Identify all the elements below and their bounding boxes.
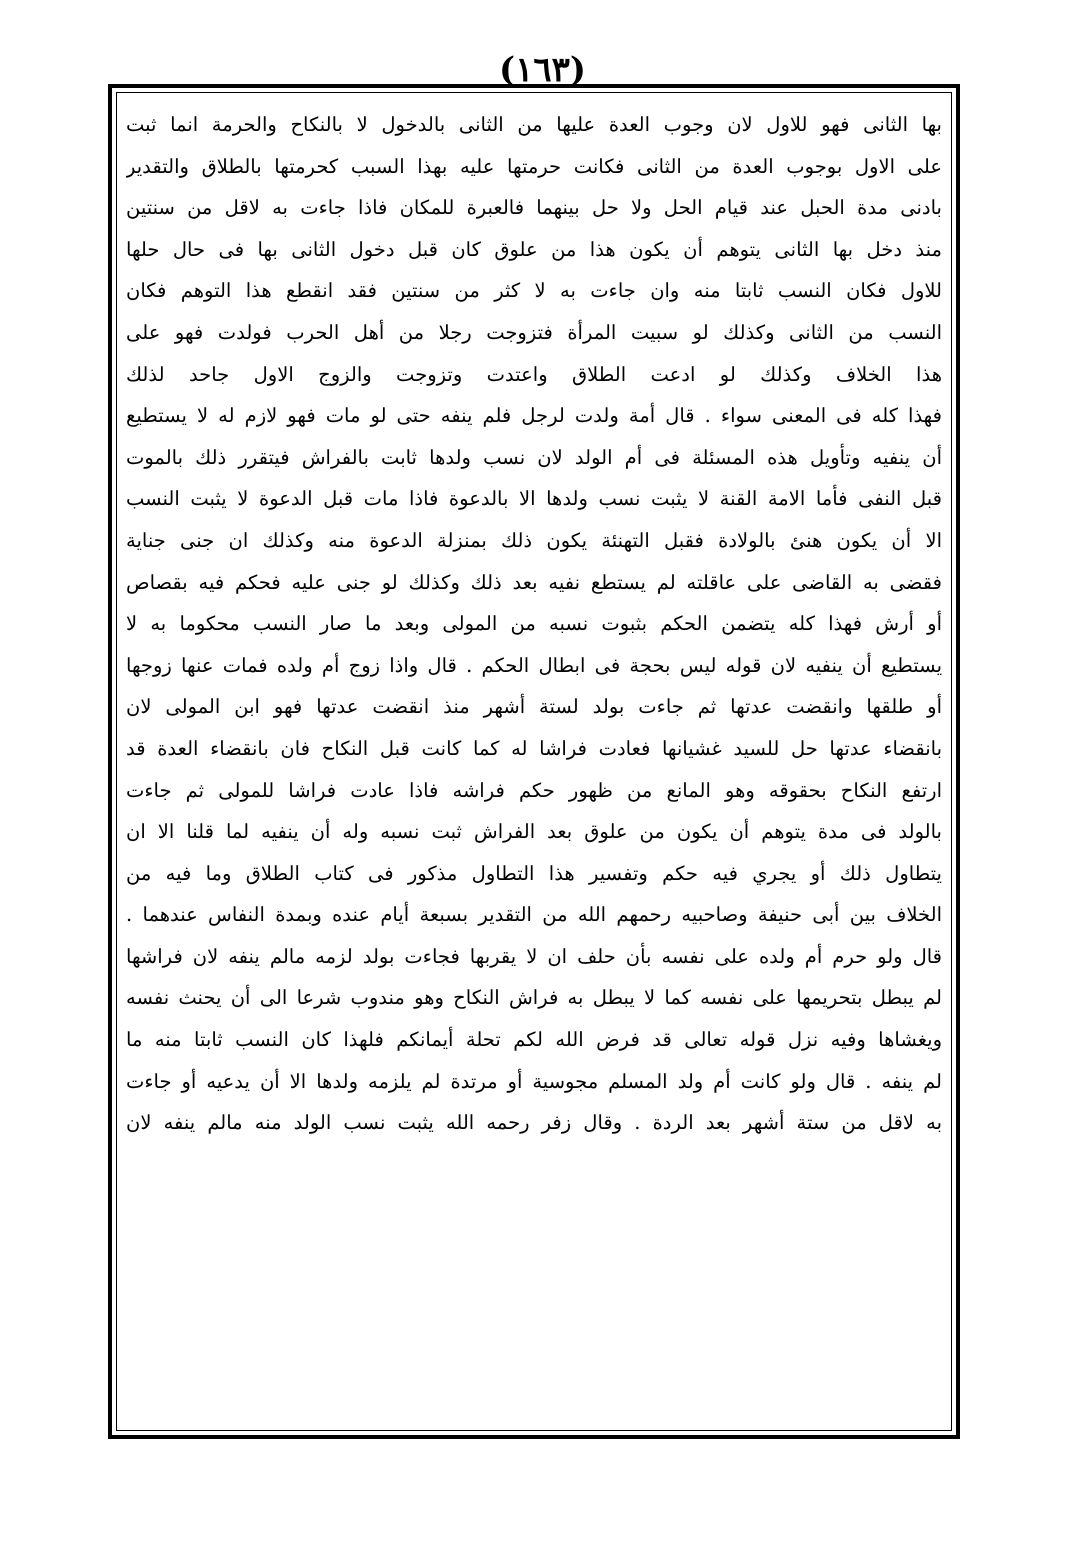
text-line: الا أن يكون هنئ بالولادة فقبل التهنئة يكون ذلك بمنزلة الدعوة منه وكذلك ان جنى جناية bbox=[126, 528, 942, 552]
text-line: به لاقل من ستة أشهر بعد الردة . وقال زفر رحمه الله يثبت نسب الولد منه مالم ينفه لان bbox=[126, 1111, 942, 1135]
text-line: أو طلقها وانقضت عدتها ثم جاءت بولد لستة أشهر منذ انقضت عدتها فهو ابن المولى لان bbox=[126, 695, 942, 719]
text-line: لم يبطل بتحريمها على نفسه كما لا يبطل به فراش النكاح وهو مندوب شرعا الى أن يحنث نفسه bbox=[126, 986, 942, 1010]
text-line: أو أرش فهذا كله يتضمن الحكم بثبوت نسبه من المولى وبعد ما صار النسب محكوما به لا bbox=[126, 612, 942, 636]
text-line: فهذا كله فى المعنى سواء . قال أمة ولدت لرجل فلم ينفه حتى لو مات فهو لازم له لا يستطيع bbox=[126, 404, 942, 428]
body-text bbox=[126, 104, 942, 1424]
text-line: ويغشاها وفيه نزل قوله تعالى قد فرض الله لكم تحلة أيمانكم فلهذا كان النسب ثابتا منه ما bbox=[126, 1028, 942, 1052]
text-line: بالولد فى مدة يتوهم أن يكون من علوق بعد الفراش ثبت نسبه وله أن ينفيه لما قلنا الا ان bbox=[126, 820, 942, 844]
text-line: بانقضاء عدتها حل للسيد غشيانها فعادت فراشا له كما كانت قبل النكاح فان بانقضاء العدة قد bbox=[126, 736, 942, 760]
text-line: منذ دخل بها الثانى يتوهم أن يكون هذا من علوق كان قبل دخول الثانى بها فى حال حلها bbox=[126, 237, 942, 261]
text-line: لم ينفه . قال ولو كانت أم ولد المسلم مجوسية أو مرتدة لم يلزمه ولدها الا أن يدعيه أو جاءت bbox=[126, 1069, 942, 1093]
text-line: على الاول بوجوب العدة من الثانى فكانت حرمتها عليه بهذا السبب كحرمتها بالطلاق والتقدير bbox=[126, 154, 942, 178]
text-line: قبل النفى فأما الامة القنة لا يثبت نسب ولدها الا بالدعوة فاذا مات قبل الدعوة لا يثبت النسب bbox=[126, 487, 942, 511]
text-line: بها الثانى فهو للاول لان وجوب العدة عليها من الثانى بالدخول لا بالنكاح والحرمة انما ثبت bbox=[126, 113, 942, 136]
text-line: أن ينفيه وتأويل هذه المسئلة فى أم الولد لان نسب ولدها ثابت بالفراش فيتقرر ذلك بالموت bbox=[126, 445, 942, 469]
text-line: بادنى مدة الحبل عند قيام الحل ولا حل بينهما فالعبرة للمكان فاذا جاءت به لاقل من سنتين bbox=[126, 196, 942, 220]
text-line: الخلاف بين أبى حنيفة وصاحبيه رحمهم الله من التقدير بسبعة أيام عنده وبمدة النفاس عندهما . bbox=[126, 903, 942, 927]
text-line: للاول فكان النسب ثابتا منه وان جاءت به لا كثر من سنتين فقد انقطع هذا التوهم فكان bbox=[126, 279, 942, 303]
text-line: النسب من الثانى وكذلك لو سبيت المرأة فتزوجت رجلا من أهل الحرب فولدت فهو على bbox=[126, 320, 942, 344]
text-line: يتطاول ذلك أو يجري فيه حكم وتفسير هذا التطاول مذكور فى كتاب الطلاق وما فيه من bbox=[126, 861, 942, 885]
text-line: يستطيع أن ينفيه لان قوله ليس بحجة فى ابطال الحكم . قال واذا زوج أم ولده فمات عنها زوجها bbox=[126, 653, 942, 677]
text-line: فقضى به القاضى على عاقلته لم يستطع نفيه بعد ذلك وكذلك لو جنى عليه فحكم فيه بقصاص bbox=[126, 570, 942, 594]
text-line: هذا الخلاف وكذلك لو ادعت الطلاق واعتدت وتزوجت والزوج الاول جاحد لذلك bbox=[126, 362, 942, 386]
page-number: (١٦٣) bbox=[499, 50, 586, 90]
text-line: ارتفع النكاح بحقوقه وهو المانع من ظهور حكم فراشه فاذا عادت فراشا للمولى ثم جاءت bbox=[126, 778, 942, 802]
text-line: قال ولو حرم أم ولده على نفسه بأن حلف ان لا يقربها فجاءت بولد لزمه مالم ينفه لان فراشها bbox=[126, 944, 942, 968]
